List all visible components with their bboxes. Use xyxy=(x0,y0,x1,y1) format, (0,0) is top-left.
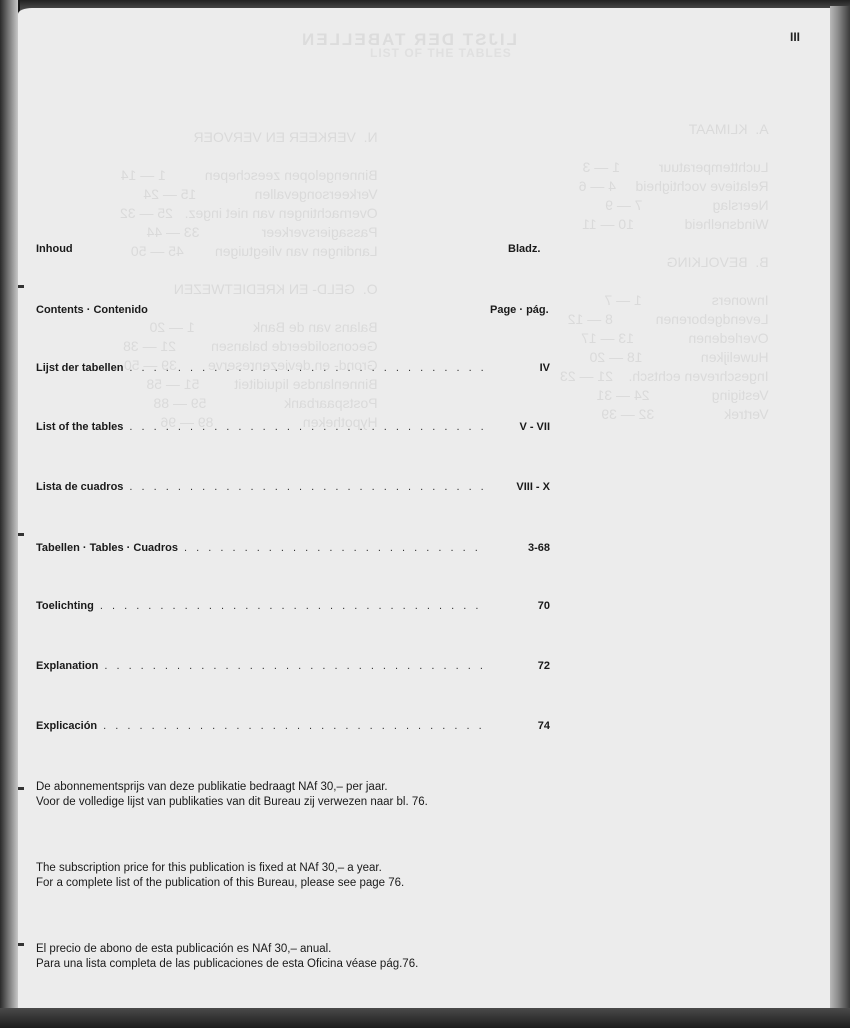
toc-entry-page: V - VII xyxy=(519,421,550,433)
toc-leader-dots xyxy=(129,481,484,493)
note-line: El precio de abono de esta publicación es NAf 30,– anual. xyxy=(36,943,332,955)
toc-entry-toelichting[interactable] xyxy=(36,600,550,616)
toc-entry-label: Lista de cuadros xyxy=(36,481,124,493)
subscription-note-spanish xyxy=(36,942,496,972)
toc-entry-page: IV xyxy=(539,362,550,374)
toc-entry-page: VIII - X xyxy=(516,481,550,493)
toc-leader-dots xyxy=(129,421,484,433)
toc-header-bladz: Bladz. xyxy=(508,243,541,255)
toc-leader-dots xyxy=(103,720,484,732)
toc-header-page: Page · pág. xyxy=(490,304,549,316)
toc-entry-explanation[interactable] xyxy=(36,660,550,676)
note-line: Para una lista completa de las publicaciones de esta Oficina véase pág.76. xyxy=(36,958,419,970)
subscription-note-english xyxy=(36,861,496,891)
note-line: De abonnementsprijs van deze publikatie bedraagt NAf 30,– per jaar. xyxy=(36,781,388,793)
toc-leader-dots xyxy=(100,600,484,612)
toc-entry-tabellen[interactable] xyxy=(36,542,550,558)
subscription-note-dutch xyxy=(36,780,496,810)
page-binding-edge xyxy=(0,0,18,1028)
note-line: The subscription price for this publication is fixed at NAf 30,– a year. xyxy=(36,862,382,874)
toc-entry-label: Explanation xyxy=(36,660,99,672)
page-number: III xyxy=(790,30,801,44)
scan-bottom-edge xyxy=(0,1008,850,1028)
ghost-subtitle: LIST OF THE TABLES xyxy=(370,46,512,60)
toc-leader-dots xyxy=(184,542,484,554)
ghost-right-block: A. KLIMAAT Luchttemperatuur 1 — 3 Relatieve vochtigheid 4 — 6 Neerslag 7 — 9 Windsnelheid 10 — 11 B. BEVOLKING Inwoners 1 — 7 Levendgeborenen 8 — 12 Overledenen 13 — 17 Huwelijken 18 — 20 Ingeschreven echtsch. 21 — 23 Vestiging 24 — 31 Vertrek 32 — 39 xyxy=(560,121,769,422)
toc-entry-page: 70 xyxy=(537,600,550,612)
ghost-title: LIJST DER TABELLEN xyxy=(300,30,518,49)
toc-header-inhoud: Inhoud xyxy=(36,243,73,255)
toc-header-contents: Contents · Contenido xyxy=(36,304,148,316)
margin-tick xyxy=(18,943,24,946)
toc-entry-page: 74 xyxy=(537,720,550,732)
margin-tick xyxy=(18,285,24,288)
margin-tick xyxy=(18,787,24,790)
toc-leader-dots xyxy=(104,660,484,672)
note-line: Voor de volledige lijst van publikaties van dit Bureau zij verwezen naar bl. 76. xyxy=(36,796,428,808)
margin-tick xyxy=(18,533,24,536)
toc-leader-dots xyxy=(129,362,484,374)
toc-entry-page: 72 xyxy=(537,660,550,672)
toc-entry-label: List of the tables xyxy=(36,421,124,433)
ghost-left-block: N. VERKEER EN VERVOER Binnengelopen zeeschepen 1 — 14 Verkeersongevallen 15 — 24 Overnachtingen van niet ingez. 25 — 32 Passagiersverkeer 33 — 44 Landingen van vliegtuigen 45 — 50 O. GELD- EN KREDIETWEZEN Balans van de Bank 1 — 20 Geconsolideerde balansen 21 — 38 Grond- en deviezenreserve 39 — 50 Binnenlandse liquiditeit 51 — 58 Postspaarbank 59 — 88 Hypotheken 89 — 96 xyxy=(120,129,378,430)
toc-entry-explicacion[interactable] xyxy=(36,720,550,736)
toc-entry-label: Lijst der tabellen xyxy=(36,362,124,374)
toc-entry-page: 3-68 xyxy=(527,542,550,554)
document-page xyxy=(18,8,830,1008)
toc-entry-list-of-the-tables[interactable] xyxy=(36,421,550,437)
toc-entry-label: Toelichting xyxy=(36,600,94,612)
toc-entry-lista-de-cuadros[interactable] xyxy=(36,481,550,497)
toc-entry-lijst-der-tabellen[interactable] xyxy=(36,362,550,378)
toc-entry-label: Explicación xyxy=(36,720,98,732)
toc-entry-label: Tabellen · Tables · Cuadros xyxy=(36,542,179,554)
page-right-edge xyxy=(830,6,850,1016)
note-line: For a complete list of the publication of this Bureau, please see page 76. xyxy=(36,877,405,889)
